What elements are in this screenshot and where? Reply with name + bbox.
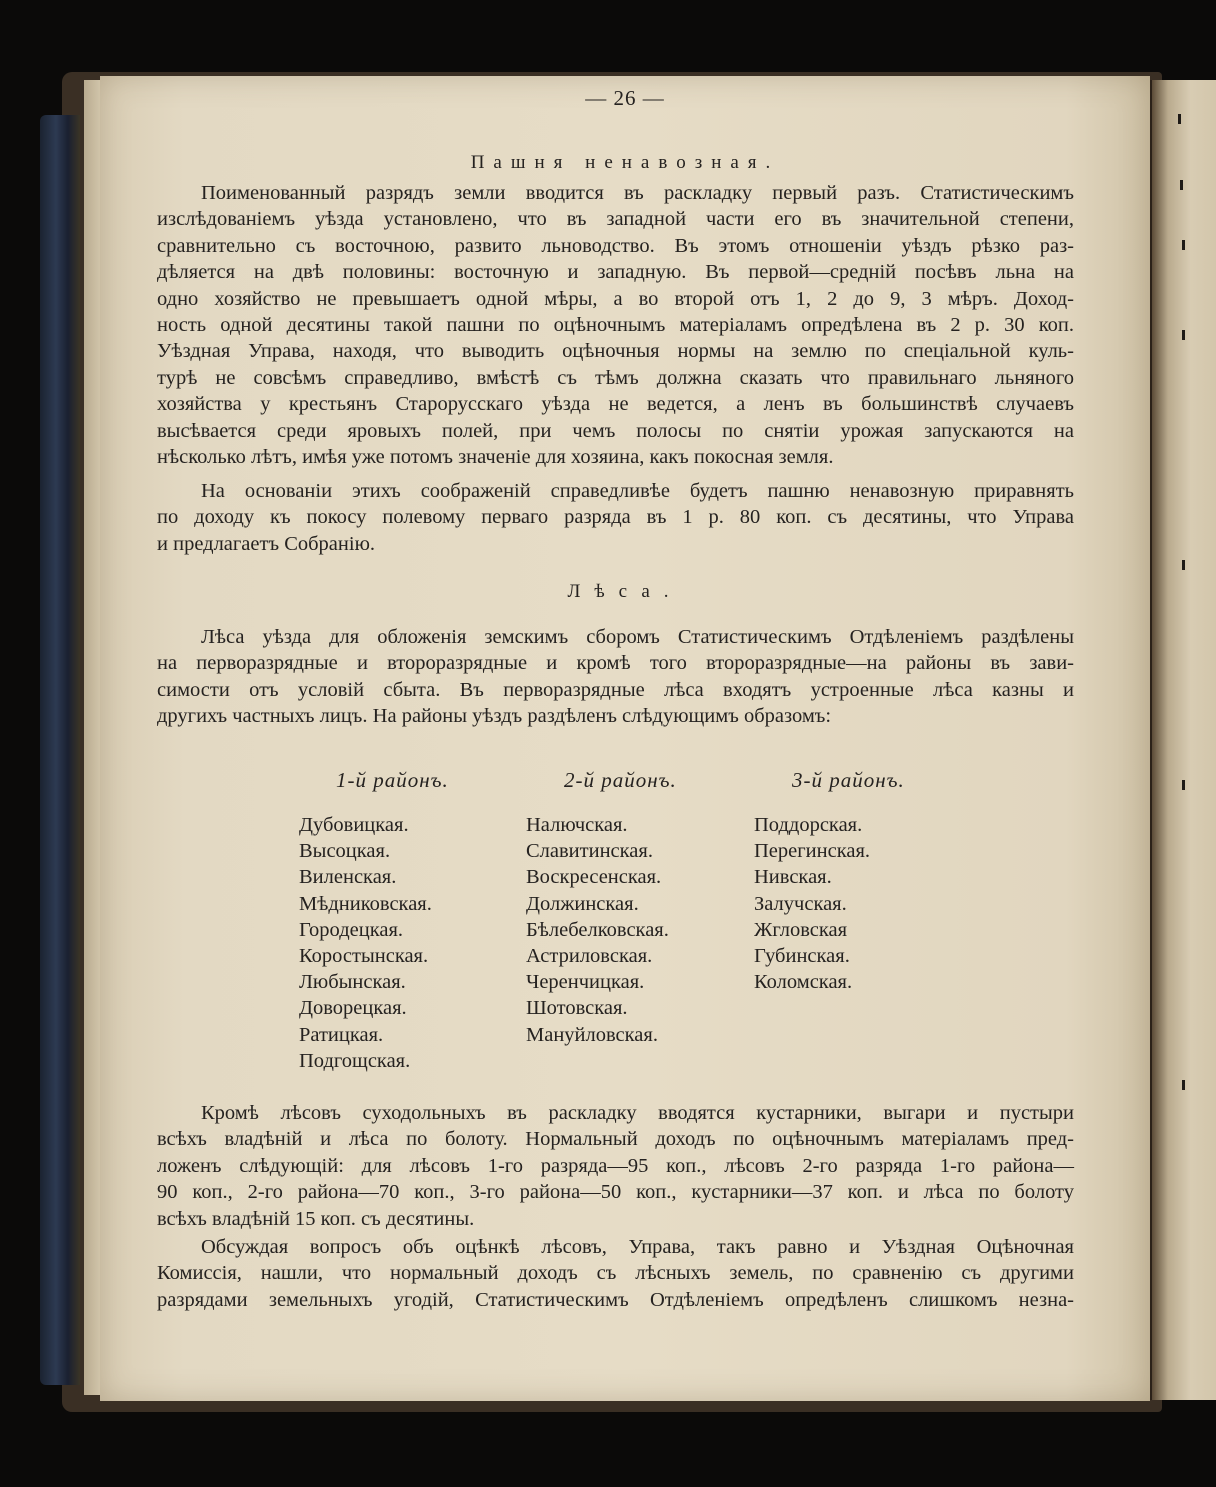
text-line: ложенъ слѣдующій: для лѣсовъ 1-го разряда—95 коп., лѣсовъ 2-го разряда 1-го района—	[157, 1154, 1074, 1177]
list-item: Губинская.	[754, 944, 850, 967]
list-item: Мануйловская.	[526, 1023, 658, 1046]
text-line: симости отъ условій сбыта. Въ перворазрядные лѣса входятъ устроенные лѣса казны и	[157, 678, 1074, 701]
list-item: Славитинская.	[526, 840, 653, 863]
text-line: нѣсколько лѣтъ, имѣя уже потомъ значеніе для хозяина, какъ покосная земля.	[157, 445, 834, 468]
binding-mark	[1182, 240, 1185, 250]
list-item: Мѣдниковская.	[299, 892, 432, 915]
list-item: Коростынская.	[299, 944, 429, 967]
text-line: Комиссія, нашли, что нормальный доходъ съ лѣсныхъ земель, по сравненію съ другими	[157, 1262, 1074, 1285]
book-spine	[40, 115, 80, 1385]
section-heading-arable: Пашня ненавозная.	[470, 152, 780, 173]
district-2-title: 2-й районъ.	[564, 768, 677, 792]
text-line: хозяйства у крестьянъ Старорусскаго уѣзда не ведется, а ленъ въ большинствѣ случаевъ	[157, 393, 1074, 416]
text-line: Обсуждая вопросъ объ оцѣнкѣ лѣсовъ, Управа, такъ равно и Уѣздная Оцѣночная	[201, 1236, 1074, 1258]
district-3-list	[754, 812, 870, 995]
text-line: одно хозяйство не превышаетъ одной мѣры, а во второй отъ 1, 2 до 9, 3 мѣръ. Доход-	[157, 287, 1074, 310]
text-line: Кромѣ лѣсовъ суходольныхъ въ раскладку вводятся кустарники, выгари и пустыри	[201, 1102, 1074, 1124]
text-line: турѣ не совсѣмъ справедливо, вмѣстѣ съ тѣмъ должна сказать что правильнаго льняного	[157, 366, 1074, 389]
list-item: Должинская.	[526, 892, 639, 915]
text-line: другихъ частныхъ лицъ. На районы уѣздъ раздѣленъ слѣдующимъ образомъ:	[157, 705, 832, 728]
district-1-title: 1-й районъ.	[336, 768, 449, 792]
district-1-list	[299, 812, 432, 1074]
text-line: всѣхъ владѣній и лѣса по болоту. Нормальный доходъ по оцѣночнымъ матеріаламъ пред-	[157, 1128, 1074, 1151]
list-item: Залучская.	[754, 892, 847, 915]
binding-mark	[1182, 1080, 1185, 1090]
binding-mark	[1178, 114, 1181, 124]
list-item: Воскресенская.	[526, 866, 662, 889]
list-item: Поддорская.	[754, 814, 863, 836]
text-line: высѣвается среди яровыхъ полей, при чемъ полосы по снятіи урожая запускаются на	[157, 419, 1074, 442]
list-item: Бѣлебелковская.	[526, 918, 669, 941]
list-item: Астриловская.	[526, 944, 653, 967]
list-item: Налючская.	[526, 814, 628, 836]
list-item: Нивская.	[754, 866, 832, 889]
text-line: На основаніи этихъ соображеній справедливѣе будетъ пашню ненавозную приравнять	[201, 480, 1074, 502]
text-line: и предлагаетъ Собранію.	[157, 532, 376, 555]
paragraph-forests-3	[157, 1234, 1074, 1313]
text-line: на перворазрядные и второразрядные и кромѣ того второразрядные—на районы въ зави-	[157, 652, 1074, 675]
text-line: ность одной десятины такой пашни по оцѣночнымъ матеріаламъ опредѣлена въ 2 р. 30 коп.	[157, 313, 1074, 336]
list-item: Доворецкая.	[299, 997, 407, 1020]
district-3-title: 3-й районъ.	[792, 768, 905, 792]
facing-page-edge	[1152, 80, 1216, 1400]
section-heading-forests: Лѣса.	[567, 581, 683, 602]
binding-mark	[1182, 780, 1185, 790]
binding-mark	[1182, 560, 1185, 570]
text-line: разрядами земельныхъ угодій, Статистическимъ Отдѣленіемъ опредѣленъ слишкомъ незна-	[157, 1288, 1074, 1311]
list-item: Коломская.	[754, 971, 853, 994]
text-line: сравнительно съ восточною, развито льноводство. Въ этомъ отношеніи уѣздъ рѣзко раз-	[157, 234, 1074, 257]
list-item: Перегинская.	[754, 840, 871, 863]
list-item: Ратицкая.	[299, 1023, 384, 1046]
text-line: изслѣдованіемъ уѣзда установлено, что въ западной части его въ значительной степени,	[157, 208, 1074, 231]
list-item: Подгощская.	[299, 1049, 411, 1072]
page-number: — 26 —	[585, 86, 665, 110]
text-line: дѣляется на двѣ половины: восточную и западную. Въ первой—среднiй посѣвъ льна на	[157, 261, 1074, 284]
binding-mark	[1180, 180, 1183, 190]
list-item: Городецкая.	[299, 918, 404, 941]
list-item: Жгловская	[754, 918, 848, 941]
paragraph-arable-2	[157, 478, 1074, 557]
book-page	[100, 76, 1150, 1401]
district-2-list	[526, 812, 669, 1048]
list-item: Шотовская.	[526, 997, 628, 1020]
list-item: Дубовицкая.	[299, 814, 409, 836]
paragraph-forests-2	[157, 1100, 1074, 1232]
list-item: Высоцкая.	[299, 840, 391, 863]
text-line: Уѣздная Управа, находя, что выводить оцѣночныя нормы на землю по спеціальной куль-	[157, 340, 1074, 363]
list-item: Виленская.	[299, 866, 397, 889]
text-line: всѣхъ владѣній 15 коп. съ десятины.	[157, 1207, 475, 1230]
list-item: Черенчицкая.	[526, 971, 645, 994]
text-line: Лѣса уѣзда для обложенія земскимъ сборомъ Статистическимъ Отдѣленіемъ раздѣлены	[201, 626, 1074, 648]
paragraph-forests-1	[157, 624, 1074, 730]
text-line: по доходу къ покосу полевому перваго разряда въ 1 р. 80 коп. съ десятины, что Управа	[157, 506, 1074, 529]
paragraph-arable-1	[157, 180, 1074, 470]
binding-mark	[1182, 330, 1185, 340]
text-line: Поименованный разрядъ земли вводится въ раскладку первый разъ. Статистическимъ	[201, 182, 1074, 204]
list-item: Любынская.	[299, 971, 406, 994]
text-line: 90 коп., 2-го района—70 коп., 3-го района—50 коп., кустарники—37 коп. и лѣса по болоту	[157, 1181, 1074, 1204]
